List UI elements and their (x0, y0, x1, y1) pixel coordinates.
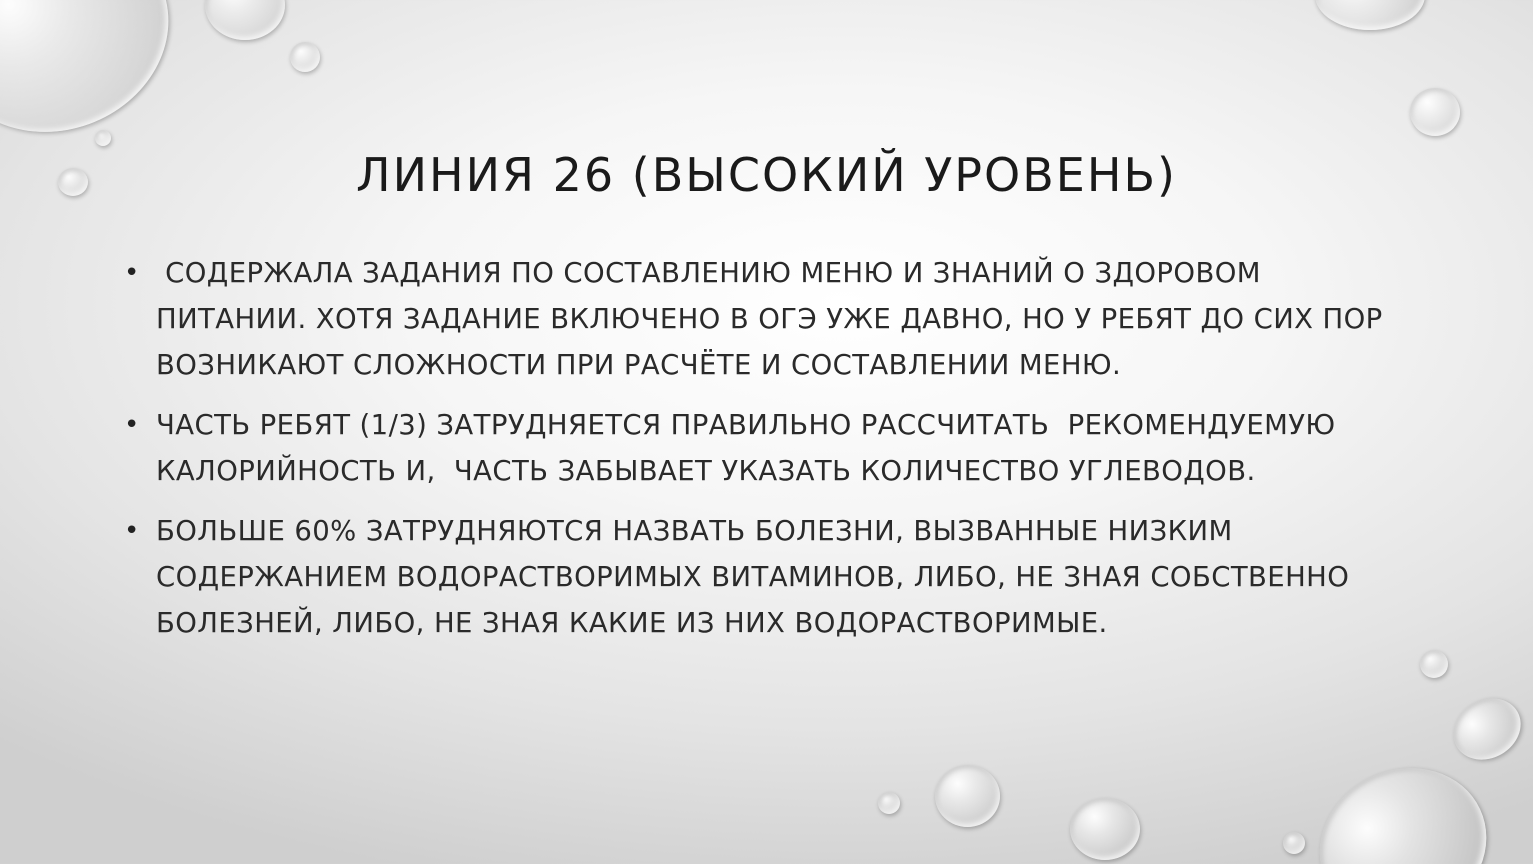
water-drop-icon (205, 0, 285, 40)
bullet-text: БОЛЬШЕ 60% ЗАТРУДНЯЮТСЯ НАЗВАТЬ БОЛЕЗНИ, ВЫЗВАННЫЕ НИЗКИМ СОДЕРЖАНИЕМ ВОДОРАСТВОРИМЫХ ВИТАМИНОВ, ЛИБО, НЕ ЗНАЯ СОБСТВЕННО БОЛЕЗНЕЙ, ЛИБО, НЕ ЗНАЯ КАКИЕ ИЗ НИХ ВОДОРАСТВОРИМЫЕ. (156, 515, 1359, 639)
bullet-item (124, 250, 1414, 388)
water-drop-icon (1283, 832, 1305, 854)
water-drop-icon (1420, 650, 1448, 678)
water-drop-icon (1410, 88, 1460, 136)
bullet-item (124, 402, 1414, 494)
bullet-marker: • (124, 516, 140, 546)
water-drop-icon (1442, 686, 1532, 771)
bullet-item (124, 508, 1414, 646)
bullet-marker: • (124, 410, 140, 440)
water-drop-icon (1315, 0, 1425, 30)
water-drop-icon (935, 765, 1000, 827)
water-drop-icon (1070, 798, 1140, 860)
bullet-text: СОДЕРЖАЛА ЗАДАНИЯ ПО СОСТАВЛЕНИЮ МЕНЮ И ЗНАНИЙ О ЗДОРОВОМ ПИТАНИИ. ХОТЯ ЗАДАНИЕ ВКЛЮЧЕНО В ОГЭ УЖЕ ДАВНО, НО У РЕБЯТ ДО СИХ ПОР ВОЗНИКАЮТ СЛОЖНОСТИ ПРИ РАСЧЁТЕ И СОСТАВЛЕНИИ МЕНЮ. (156, 257, 1392, 381)
slide-title: ЛИНИЯ 26 (ВЫСОКИЙ УРОВЕНЬ) (356, 148, 1177, 202)
water-drop-icon (878, 792, 900, 814)
water-drop-icon (95, 130, 111, 146)
bullet-marker: • (124, 258, 140, 288)
bullet-text: ЧАСТЬ РЕБЯТ (1/3) ЗАТРУДНЯЕТСЯ ПРАВИЛЬНО РАССЧИТАТЬ РЕКОМЕНДУЕМУЮ КАЛОРИЙНОСТЬ И, ЧАСТЬ ЗАБЫВАЕТ УКАЗАТЬ КОЛИЧЕСТВО УГЛЕВОДОВ. (156, 409, 1345, 487)
water-drop-icon (290, 42, 320, 72)
bullet-list (124, 250, 1414, 660)
